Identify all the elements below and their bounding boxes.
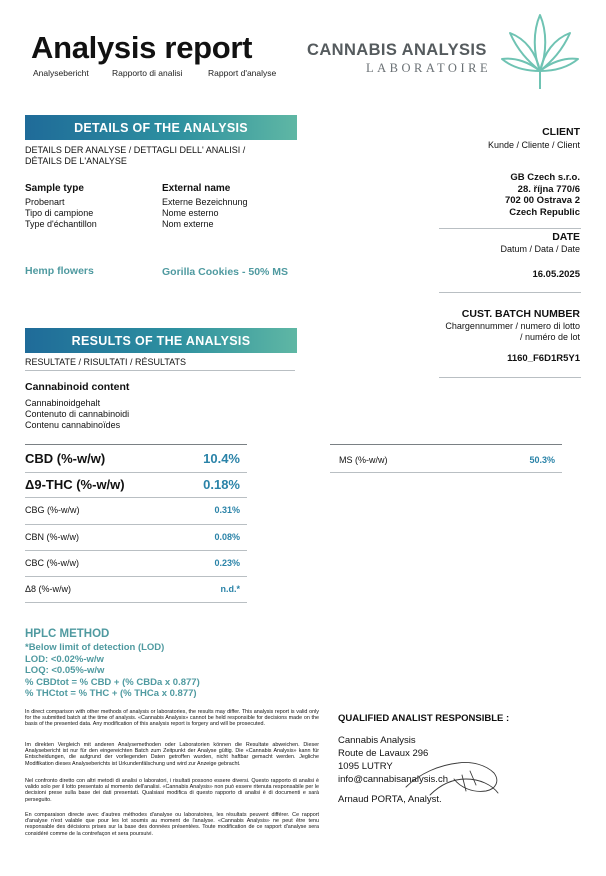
method-notes bbox=[25, 642, 305, 700]
report-date: 16.05.2025 bbox=[532, 269, 580, 280]
date-heading: DATE bbox=[552, 231, 580, 243]
thc-label: Δ9-THC (%-w/w) bbox=[25, 477, 125, 492]
cannabinoid-heading: Cannabinoid content bbox=[25, 381, 130, 393]
divider bbox=[25, 602, 247, 603]
divider bbox=[25, 497, 247, 498]
client-translations: Kunde / Cliente / Client bbox=[487, 140, 580, 150]
title-translation-de: Analysebericht bbox=[33, 68, 89, 78]
cbc-value: 0.23% bbox=[214, 558, 240, 568]
cbn-value: 0.08% bbox=[214, 532, 240, 542]
cbd-label: CBD (%-w/w) bbox=[25, 451, 106, 466]
cbn-label: CBN (%-w/w) bbox=[25, 532, 79, 542]
results-subheading: RESULTATE / RISULTATI / RÉSULTATS bbox=[25, 357, 187, 367]
divider bbox=[25, 472, 247, 473]
divider bbox=[25, 370, 295, 371]
cbg-value: 0.31% bbox=[214, 505, 240, 515]
disclaimer-de: Im direkten Vergleich mit anderen Analysemethoden oder Laboratorien können die Resultate abweichen. Dieser Analysebericht ist nur für den eingereichten Batch zum Zeitpunkt der Analyse gültig. Die «Cannabis Analysis» kann für Entscheidungen, die aufgrund der vorliegenden Daten getroffen wurden, nicht haftbar gemacht werden. Jegliche Modifikation dieses Analyseberichts ist Urkundenfälschung und wird zur Anzeige gebracht. bbox=[25, 742, 319, 767]
client-heading: CLIENT bbox=[542, 126, 580, 138]
divider bbox=[25, 576, 247, 577]
ms-value: 50.3% bbox=[529, 455, 555, 465]
external-name-heading: External name bbox=[162, 183, 231, 194]
details-subheading: DETAILS DER ANALYSE / DETTAGLI DELL' ANALISI / DÉTAILS DE L'ANALYSE bbox=[25, 145, 246, 166]
sample-type-it: Tipo di campione bbox=[25, 208, 94, 218]
lab-logo-name: CANNABIS ANALYSIS bbox=[307, 41, 487, 59]
thc-value: 0.18% bbox=[203, 477, 240, 492]
batch-number: 1160_F6D1R5Y1 bbox=[507, 353, 580, 364]
client-line: 702 00 Ostrava 2 bbox=[504, 195, 580, 206]
analyst-name: Arnaud PORTA, Analyst. bbox=[338, 794, 442, 805]
batch-translations-1: Chargennummer / numero di lotto bbox=[445, 321, 580, 331]
external-name-it: Nome esterno bbox=[162, 208, 219, 218]
title-translation-fr: Rapport d'analyse bbox=[208, 68, 277, 78]
divider bbox=[330, 444, 562, 445]
title-translation-it: Rapporto di analisi bbox=[112, 68, 183, 78]
cannabinoid-it: Contenuto di cannabinoidi bbox=[25, 409, 130, 419]
divider bbox=[439, 228, 581, 229]
external-name-value: Gorilla Cookies - 50% MS bbox=[162, 266, 289, 278]
cbc-label: CBC (%-w/w) bbox=[25, 558, 79, 568]
divider bbox=[25, 550, 247, 551]
disclaimer-fr: En comparaison directe avec d'autres méthodes d'analyse ou laboratoires, les résultats peuvent différer. Ce rapport d'analyse n'est valable que pour les lot soumis au moment de l'analyse. «Cannabis Analysis» ne peut être tenu responsable des décisions prises sur la base des données présentées. Toute modification de ce rapport d'analyse sera considéré comme de la contrefaçon et sera poursuivi. bbox=[25, 812, 319, 837]
divider bbox=[25, 444, 247, 445]
address-line: Route de Lavaux 296 bbox=[338, 748, 429, 759]
divider bbox=[439, 292, 581, 293]
cbg-label: CBG (%-w/w) bbox=[25, 505, 80, 515]
results-section-bar: RESULTS OF THE ANALYSIS bbox=[25, 328, 297, 353]
client-line: Czech Republic bbox=[509, 206, 580, 218]
d8-value: n.d.* bbox=[220, 584, 240, 594]
ms-label: MS (%-w/w) bbox=[339, 455, 388, 465]
cannabis-leaf-icon bbox=[500, 13, 580, 96]
sample-type-de: Probenart bbox=[25, 197, 65, 207]
address-line: 1095 LUTRY bbox=[338, 761, 393, 772]
method-line: LOQ: <0.05%-w/w bbox=[25, 665, 105, 677]
date-translations: Datum / Data / Date bbox=[500, 244, 580, 254]
lab-logo-subtitle: LABORATOIRE bbox=[366, 61, 492, 75]
client-address bbox=[420, 172, 580, 218]
batch-heading: CUST. BATCH NUMBER bbox=[461, 308, 580, 320]
analyst-heading: QUALIFIED ANALIST RESPONSIBLE : bbox=[338, 713, 510, 724]
report-title: Analysis report bbox=[31, 30, 253, 65]
client-line: GB Czech s.r.o. bbox=[510, 172, 580, 183]
external-name-de: Externe Bezeichnung bbox=[162, 197, 248, 207]
client-line: 28. října 770/6 bbox=[517, 183, 580, 195]
method-heading: HPLC METHOD bbox=[25, 628, 110, 640]
external-name-fr: Nom externe bbox=[162, 219, 214, 229]
details-section-bar: DETAILS OF THE ANALYSIS bbox=[25, 115, 297, 140]
divider bbox=[439, 377, 581, 378]
divider bbox=[25, 524, 247, 525]
cbd-value: 10.4% bbox=[203, 451, 240, 466]
address-line: Cannabis Analysis bbox=[338, 735, 416, 746]
batch-translations-2: / numéro de lot bbox=[519, 332, 580, 342]
method-line: % THCtot = % THC + (% THCa x 0.877) bbox=[25, 688, 197, 700]
sample-type-heading: Sample type bbox=[25, 183, 84, 194]
address-line: info@cannabisanalysis.ch bbox=[338, 774, 448, 785]
divider bbox=[330, 472, 562, 473]
method-line: *Below limit of detection (LOD) bbox=[25, 642, 165, 653]
method-line: % CBDtot = % CBD + (% CBDa x 0.877) bbox=[25, 676, 200, 688]
method-line: LOD: <0.02%-w/w bbox=[25, 653, 104, 665]
sample-type-value: Hemp flowers bbox=[25, 265, 94, 277]
sample-type-fr: Type d'échantillon bbox=[25, 219, 97, 229]
disclaimer-it: Nel confronto diretto con altri metodi di analisi o laboratori, i risultati possono essere diversi. Questo rapporto di analisi è valido solo per il lotto presentato al momento dell'analisi. «Cannabis Analysis» non può essere ritenuta responsabile per le decisioni prese sulla base dei dati presentati. Qualsiasi modifica di questo rapporto di analisi è di documenti e sarà perseguito. bbox=[25, 778, 319, 803]
cannabinoid-fr: Contenu cannabinoïdes bbox=[25, 420, 121, 430]
d8-label: Δ8 (%-w/w) bbox=[25, 584, 72, 594]
disclaimer-en: In direct comparison with other methods of analysis or laboratories, the results may differ. This analysis report is valid only for the submitted batch at the time of analysis. «Cannabis Analysis» cannot be held responsible for decisions made on the basis of the presented data. Any modification of this analysis report is forgery and will be prosecuted. bbox=[25, 709, 319, 728]
cannabinoid-de: Cannabinoidgehalt bbox=[25, 398, 101, 408]
